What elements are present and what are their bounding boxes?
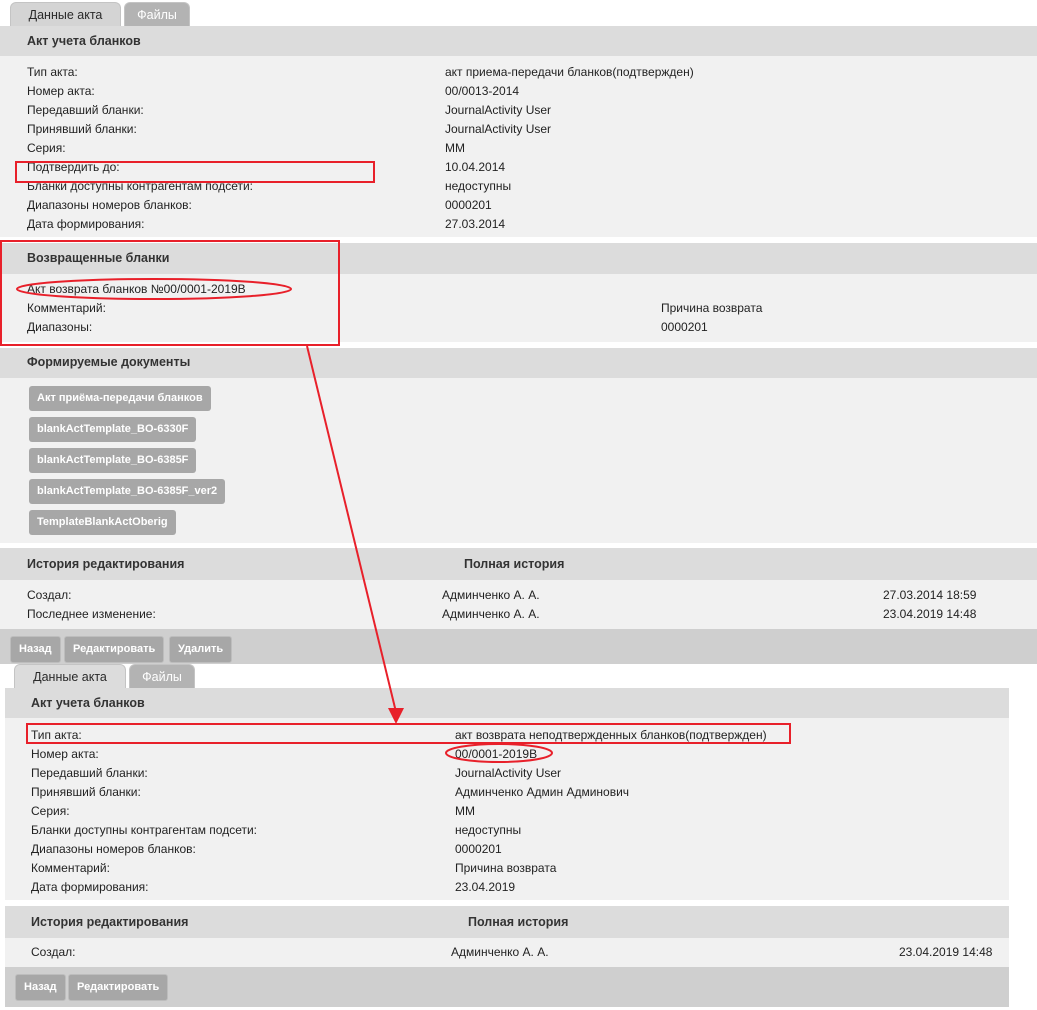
field-value: недоступны [445, 179, 512, 193]
edit-button[interactable]: Редактировать [64, 636, 164, 663]
field-value: акт возврата неподтвержденных бланков(подтвержден) [455, 728, 767, 742]
full-history-link[interactable]: Полная история [464, 557, 565, 571]
field-label: Тип акта: [31, 728, 82, 742]
field-label: Дата формирования: [31, 880, 149, 894]
returned-section-header [0, 243, 1037, 274]
history-row-user: Админченко А. А. [451, 945, 549, 959]
tab-files[interactable]: Файлы [124, 2, 190, 27]
history-row-date: 23.04.2019 14:48 [899, 945, 993, 959]
history-row-label: Создал: [27, 588, 72, 602]
field-label: Передавший бланки: [31, 766, 148, 780]
actions-bar [0, 629, 1037, 664]
doc-button[interactable]: TemplateBlankActOberig [29, 510, 176, 535]
field-value: недоступны [455, 823, 522, 837]
field-value: Причина возврата [455, 861, 557, 875]
tab-files[interactable]: Файлы [129, 664, 195, 689]
ranges-label: Диапазоны: [27, 320, 93, 334]
field-label: Принявший бланки: [27, 122, 137, 136]
field-value: 0000201 [445, 198, 492, 212]
history-section-title: История редактирования [27, 557, 185, 571]
history-section-header [5, 906, 1009, 938]
field-label: Номер акта: [27, 84, 95, 98]
returned-area [0, 274, 1037, 342]
returned-section-title: Возвращенные бланки [27, 251, 170, 265]
return-act-link[interactable]: Акт возврата бланков №00/0001-2019В [27, 282, 246, 296]
history-row-user: Админченко А. А. [442, 607, 540, 621]
doc-button[interactable]: blankActTemplate_BO-6330F [29, 417, 196, 442]
field-value: 0000201 [455, 842, 502, 856]
history-row-date: 23.04.2019 14:48 [883, 607, 977, 621]
comment-value: Причина возврата [661, 301, 763, 315]
full-history-link[interactable]: Полная история [468, 915, 569, 929]
history-section-header [0, 548, 1037, 580]
act-section-header [5, 688, 1009, 718]
field-value: JournalActivity User [445, 103, 552, 117]
field-value: JournalActivity User [445, 122, 552, 136]
field-value: ММ [445, 141, 465, 155]
field-value: ММ [455, 804, 475, 818]
history-area [5, 938, 1009, 967]
docs-area [0, 378, 1037, 543]
field-label: Передавший бланки: [27, 103, 144, 117]
history-row-user: Админченко А. А. [442, 588, 540, 602]
act-panel-return [5, 662, 1009, 1010]
back-button[interactable]: Назад [15, 974, 66, 1001]
act-section-title: Акт учета бланков [31, 696, 145, 710]
ranges-value: 0000201 [661, 320, 708, 334]
actions-bar [5, 967, 1009, 1007]
field-value: Админченко Админ Админович [455, 785, 630, 799]
history-area [0, 580, 1037, 629]
field-label: Диапазоны номеров бланков: [27, 198, 192, 212]
field-value: 23.04.2019 [455, 880, 516, 894]
field-label: Номер акта: [31, 747, 99, 761]
field-label: Принявший бланки: [31, 785, 141, 799]
history-row-label: Последнее изменение: [27, 607, 156, 621]
field-value: 10.04.2014 [445, 160, 506, 174]
edit-button[interactable]: Редактировать [68, 974, 168, 1001]
history-section-title: История редактирования [31, 915, 189, 929]
doc-button[interactable]: blankActTemplate_BO-6385F_ver2 [29, 479, 225, 504]
doc-button[interactable]: blankActTemplate_BO-6385F [29, 448, 196, 473]
field-value: JournalActivity User [455, 766, 562, 780]
history-row-date: 27.03.2014 18:59 [883, 588, 977, 602]
delete-button[interactable]: Удалить [169, 636, 232, 663]
comment-label: Комментарий: [27, 301, 106, 315]
tab-act-data[interactable]: Данные акта [14, 664, 126, 689]
tab-act-data[interactable]: Данные акта [10, 2, 121, 27]
docs-section-header [0, 348, 1037, 378]
field-value: акт приема-передачи бланков(подтвержден) [445, 65, 694, 79]
field-label: Бланки доступны контрагентам подсети: [27, 179, 254, 193]
field-value: 00/0001-2019В [455, 747, 538, 761]
field-label: Бланки доступны контрагентам подсети: [31, 823, 258, 837]
field-label: Диапазоны номеров бланков: [31, 842, 196, 856]
field-value: 00/0013-2014 [445, 84, 520, 98]
back-button[interactable]: Назад [10, 636, 61, 663]
docs-section-title: Формируемые документы [27, 355, 191, 369]
field-label: Подтвердить до: [27, 160, 120, 174]
act-fields-area [0, 56, 1037, 237]
history-row-label: Создал: [31, 945, 76, 959]
field-label: Серия: [31, 804, 70, 818]
field-label: Дата формирования: [27, 217, 145, 231]
act-fields-area [5, 718, 1009, 900]
field-label: Комментарий: [31, 861, 110, 875]
act-section-header [0, 26, 1037, 56]
field-label: Серия: [27, 141, 66, 155]
doc-button[interactable]: Акт приёма-передачи бланков [29, 386, 211, 411]
field-value: 27.03.2014 [445, 217, 506, 231]
act-section-title: Акт учета бланков [27, 34, 141, 48]
field-label: Тип акта: [27, 65, 78, 79]
